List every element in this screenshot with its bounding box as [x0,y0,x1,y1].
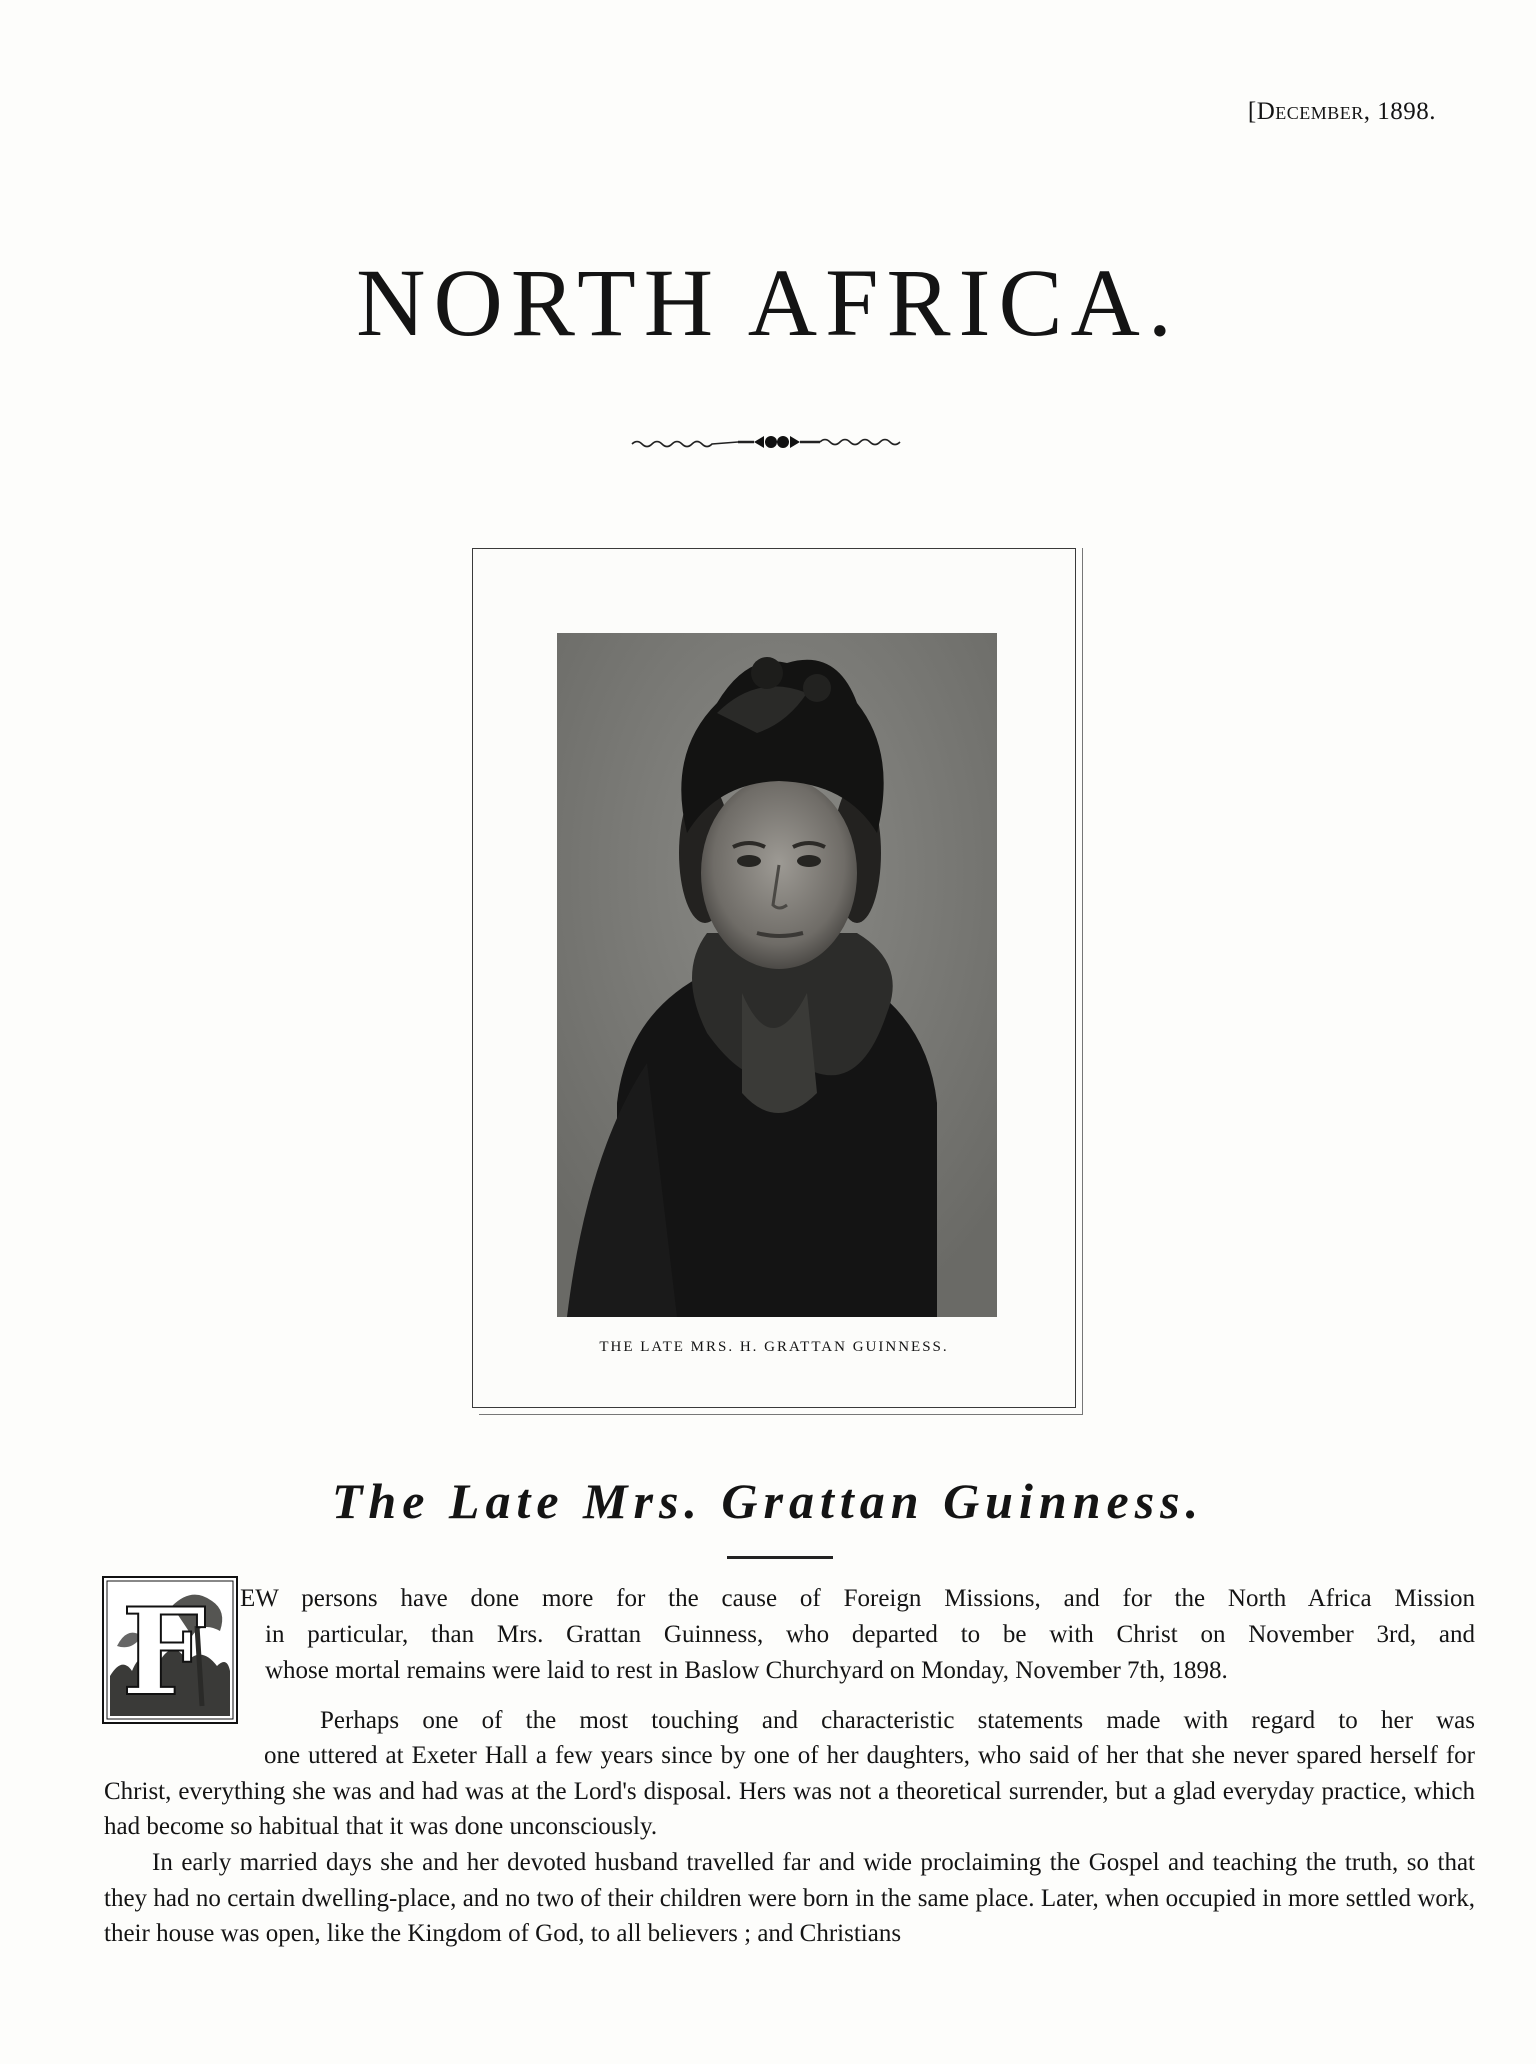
para3-body: In early married days she and her devoted husband travelled far and wide proclaiming the Gospel and teaching the truth, so that they had no certain dwelling-place, and no two of their children were born in the same place. Later, when occupied in more settled work, their house was open, like the Kingdom of God, to all believers ; and Christians [104,1849,1475,1947]
svg-text:F: F [121,1582,207,1723]
dateline-bracket: [ [1247,98,1257,125]
drop-cap-f [102,1576,238,1724]
article-title: The Late Mrs. Grattan Guinness. [331,1473,1205,1529]
ornament-divider [630,430,910,454]
portrait-caption: THE LATE MRS. H. GRATTAN GUINNESS. [599,1339,949,1355]
para1-line1: EW persons have done more for the cause of Foreign Missions, and for the North Africa Mission [240,1585,1475,1612]
para2-line1: Perhaps one of the most touching and characteristic statements made with regard to her was [320,1707,1475,1734]
issue-dateline [1248,98,1436,126]
para1-line3: whose mortal remains were laid to rest in Baslow Churchyard on Monday, November 7th, 1898. [265,1657,1228,1684]
dateline-year: 1898. [1377,98,1436,125]
portrait-frame [472,548,1076,1408]
para1-line2: in particular, than Mrs. Grattan Guinness, who departed to be with Christ on November 3rd, and [265,1621,1475,1648]
para2-body: one uttered at Exeter Hall a few years since by one of her daughters, who said of her that she never spared herself for Christ, everything she was and had was at the Lord's disposal. Hers was not a theoretical surrender, but a glad everyday practice, which had become so habitual that it was done unconsciously. [104,1742,1475,1840]
title-rule [727,1556,833,1559]
portrait-photograph [557,633,997,1317]
dateline-month: December, [1256,98,1371,125]
masthead-title: NORTH AFRICA. [356,249,1180,356]
